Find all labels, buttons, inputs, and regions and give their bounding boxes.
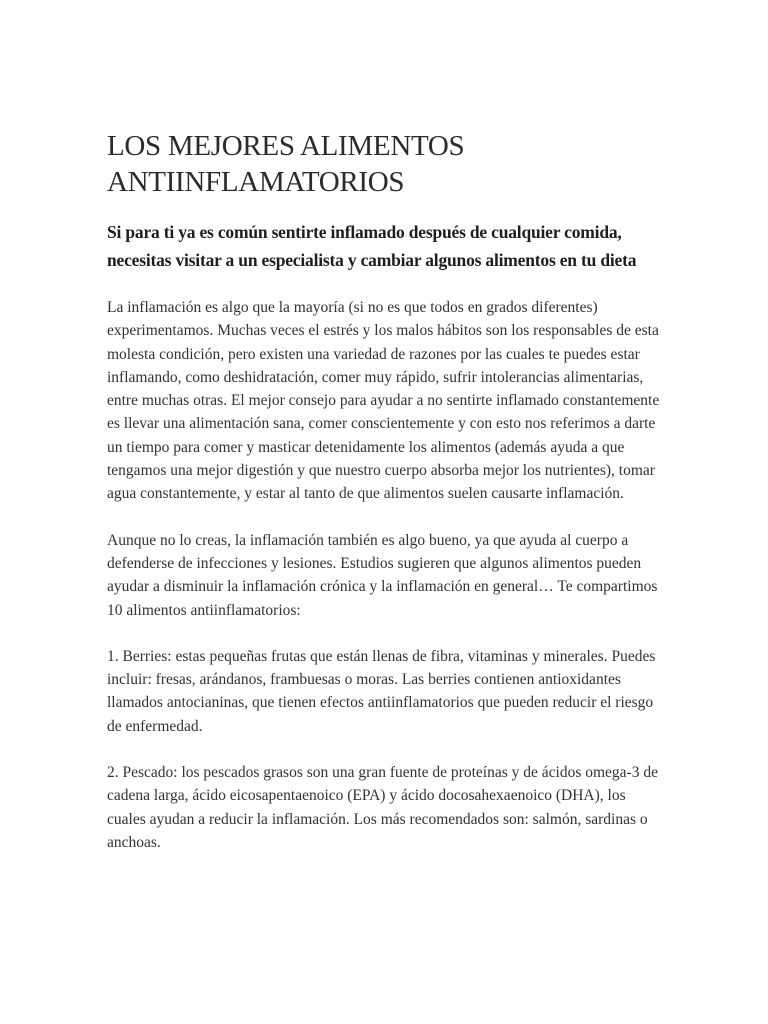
paragraph-berries: 1. Berries: estas pequeñas frutas que están llenas de fibra, vitaminas y minerales. Puedes incluir: fresas, arándanos, frambuesas o moras. Las berries contienen antioxidantes llamados antocianinas, que tienen efectos antiinflamatorios que pueden reducir el riesgo de enfermedad. <box>107 647 656 735</box>
paragraph-fish: 2. Pescado: los pescados grasos son una gran fuente de proteínas y de ácidos omega-3 de cadena larga, ácido eicosapentaenoico (EPA) y ácido docosahexaenoico (DHA), los cuales ayudan a reducir la inflamación. Los más recomendados son: salmón, sardinas o anchoas. <box>107 764 658 851</box>
paragraph-inflammation-good: Aunque no lo creas, la inflamación también es algo bueno, ya que ayuda al cuerpo a defenderse de infecciones y lesiones. Estudios sugieren que algunos alimentos pueden ayudar a disminuir la inflamación crónica y la inflamación en general… Te compartimos 10 alimentos antiinflamatorios: <box>107 531 658 619</box>
document-title: LOS MEJORES ALIMENTOS ANTIINFLAMATORIOS <box>107 130 465 198</box>
document-page <box>107 128 663 854</box>
paragraph-intro: La inflamación es algo que la mayoría (si no es que todos en grados diferentes) experimentamos. Muchas veces el estrés y los malos hábitos son los responsables de esta molesta condición, pero existen una variedad de razones por las cuales te puedes estar inflamando, como deshidratación, comer muy rápido, sufrir intolerancias alimentarias, entre muchas otras. El mejor consejo para ayudar a no sentirte inflamado constantemente es llevar una alimentación sana, comer conscientemente y con esto nos referimos a darte un tiempo para comer y masticar detenidamente los alimentos (además ayuda a que tengamos una mejor digestión y que nuestro cuerpo absorba mejor los nutrientes), tomar agua constantemente, y estar al tanto de que alimentos suelen causarte inflamación. <box>107 299 660 503</box>
document-subtitle: Si para ti ya es común sentirte inflamado después de cualquier comida, necesitas visitar a un especialista y cambiar algunos alimentos en tu dieta <box>107 222 637 270</box>
